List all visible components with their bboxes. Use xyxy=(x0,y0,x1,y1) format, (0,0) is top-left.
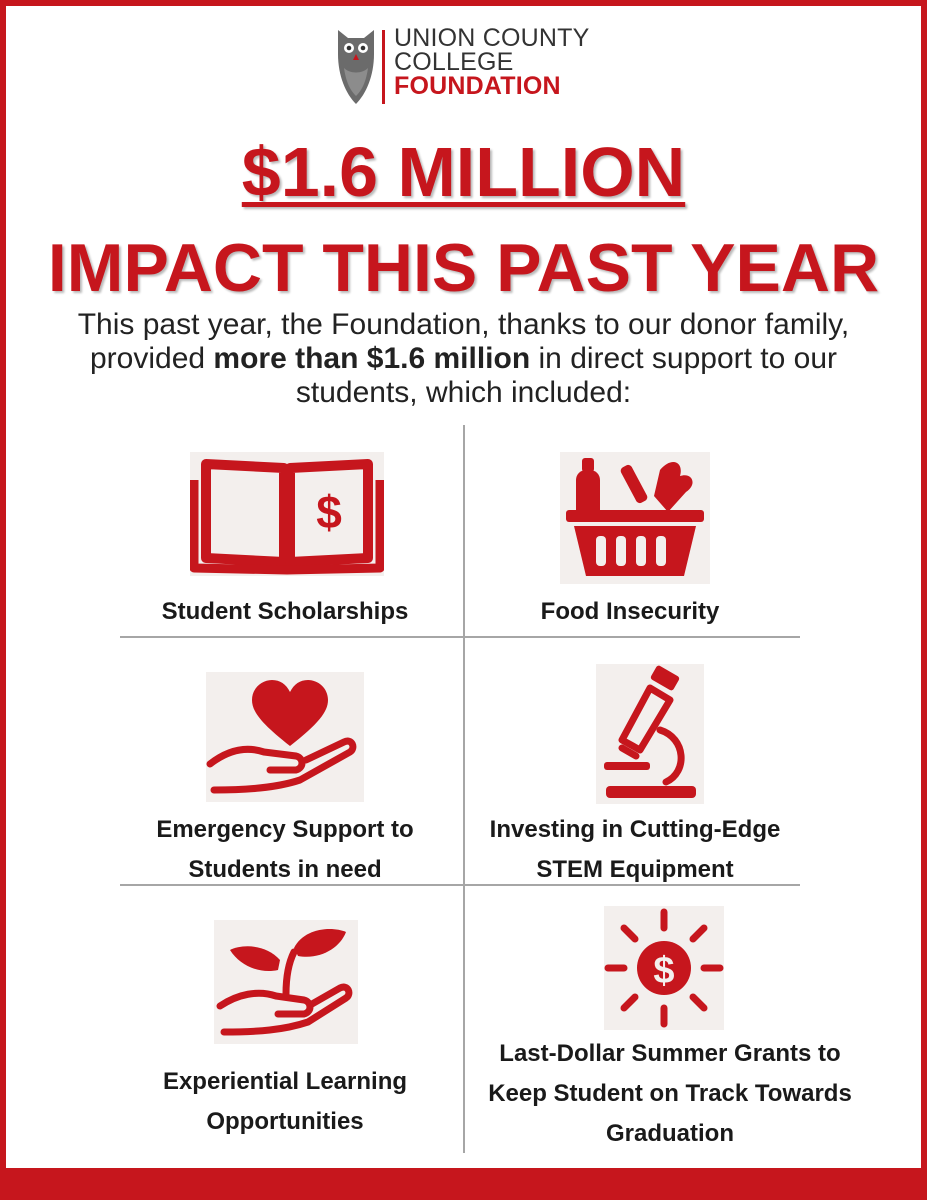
item-label: Investing in Cutting-Edge STEM Equipment xyxy=(489,816,781,883)
item-label: Last-Dollar Summer Grants to Keep Student on Track Towards Graduation xyxy=(488,1040,852,1147)
headline-subtitle: IMPACT THIS PAST YEAR xyxy=(47,230,880,306)
book-dollar-icon xyxy=(190,452,384,576)
logo-line-1: UNION COUNTY xyxy=(394,24,590,52)
footer-bar xyxy=(0,1168,927,1200)
logo-line-2: COLLEGE xyxy=(394,48,514,76)
microscope-icon xyxy=(596,664,704,804)
svg-text:$: $ xyxy=(653,950,675,992)
item-label: Emergency Support to Students in need xyxy=(156,816,414,883)
intro-text-before: This past year, the Foundation, thanks to our donor family, provided xyxy=(77,308,850,375)
intro-emphasis: more than $1.6 million xyxy=(213,342,531,375)
svg-text:$: $ xyxy=(316,486,342,538)
item-label: Experiential Learning Opportunities xyxy=(162,1068,408,1135)
foundation-logo xyxy=(330,24,600,108)
logo-divider xyxy=(382,30,385,104)
logo-line-3: FOUNDATION xyxy=(394,72,561,100)
item-label: Student Scholarships xyxy=(161,598,409,625)
item-label: Food Insecurity xyxy=(540,598,720,625)
owl-icon xyxy=(330,24,382,108)
heart-hand-icon xyxy=(206,672,364,802)
grid-divider-row-1 xyxy=(120,636,800,638)
plant-hand-icon xyxy=(214,920,358,1044)
intro-text-after: in direct support to our students, which included: xyxy=(295,342,837,409)
grocery-basket-icon xyxy=(560,452,710,584)
grid-vertical-divider xyxy=(463,425,465,1153)
sun-dollar-icon xyxy=(604,906,724,1030)
headline-amount: $1.6 MILLION xyxy=(241,133,686,211)
logo-wordmark xyxy=(394,26,589,98)
intro-paragraph xyxy=(40,308,887,410)
